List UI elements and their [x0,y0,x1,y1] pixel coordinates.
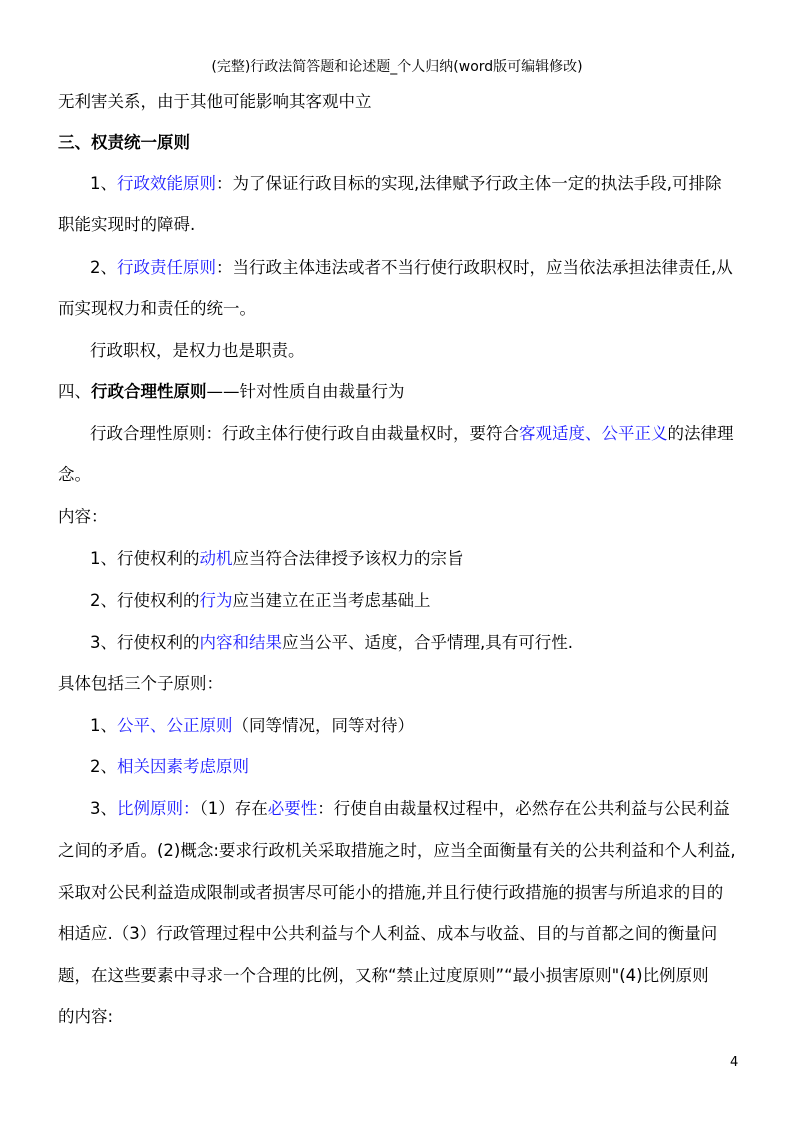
text-line: 而实现权力和责任的统一。 [58,299,256,318]
sub-principle-1 [90,712,414,736]
term-content-result: 内容和结果 [199,633,282,652]
item-number: 1、 [90,174,117,193]
term-behavior: 行为 [199,591,233,610]
item-text: 行使权利的 [117,633,200,652]
text-line: 行政职权，是权力也是职责。 [90,341,305,360]
sub-principle-3 [90,795,738,819]
paragraph-text: ：为了保证行政目标的实现,法律赋予行政主体一定的执法手段,可排除 [216,174,722,193]
section-heading-4 [58,378,405,402]
paragraph-text: ：当行政主体违法或者不当行使行政职权时，应当依法承担法律责任,从 [216,258,733,277]
item-number: 3、 [90,633,117,652]
content-item-1 [90,545,464,569]
item-text: ：行使自由裁量权过程中，必然存在公共利益与公民利益 [317,799,730,818]
item-text: 应当建立在正当考虑基础上 [232,591,431,610]
definition-paragraph [90,420,734,444]
text-line: 相适应.（3）行政管理过程中公共利益与个人利益、成本与收益、目的与首都之间的衡量问 [58,924,718,943]
item-number: 3、 [90,799,117,818]
item-text: （同等情况，同等对待） [232,716,414,735]
section-title: 行政合理性原则 [91,382,207,401]
term-fairness-principle: 公平、公正原则 [117,716,233,735]
term-proportionality-principle: 比例原则： [117,799,200,818]
text-line: 之间的矛盾。(2)概念:要求行政机关采取措施之时，应当全面衡量有关的公共利益和个人利益, [58,841,736,860]
term-efficiency-principle: 行政效能原则 [117,174,216,193]
item-text: 行使权利的 [117,591,200,610]
text-line: 具体包括三个子原则： [58,674,223,693]
term-necessity: 必要性 [267,799,318,818]
paragraph-efficiency-principle [90,170,738,194]
item-number: 2、 [90,757,117,776]
item-text: 应当符合法律授予该权力的宗旨 [232,549,464,568]
content-item-3 [90,629,573,653]
term-motive: 动机 [199,549,233,568]
text-line: 念。 [58,465,91,484]
item-text: （1）存在 [199,799,268,818]
item-number: 2、 [90,258,117,277]
text-line: 题，在这些要素中寻求一个合理的比例，又称“禁止过度原则”“最小损害原则"(4)比例原则 [58,966,709,985]
item-text: 应当公平、适度，合乎情理,具有可行性. [282,633,573,652]
paragraph-responsibility-principle [90,254,733,278]
item-number: 1、 [90,716,117,735]
section-number: 四、 [58,382,91,401]
sub-principle-2 [90,753,249,777]
content-label: 内容： [58,507,108,526]
text-line: 无利害关系，由于其他可能影响其客观中立 [58,92,372,111]
item-number: 2、 [90,591,117,610]
section-subtitle: ——针对性质自由裁量行为 [206,382,405,401]
paragraph-text: 行政合理性原则：行政主体行使行政自由裁量权时，要符合 [90,424,519,443]
text-line: 的内容: [58,1007,114,1026]
page-header: (完整)行政法简答题和论述题_个人归纳(word版可编辑修改) [211,59,583,75]
term-objective-fairness: 客观适度、公平正义 [519,424,668,443]
paragraph-text: 的法律理 [667,424,734,443]
section-heading-3: 三、权责统一原则 [58,133,190,152]
content-item-2 [90,587,431,611]
term-responsibility-principle: 行政责任原则 [117,258,216,277]
item-number: 1、 [90,549,117,568]
text-line: 采取对公民利益造成限制或者损害尽可能小的措施,并且行使行政措施的损害与所追求的目的 [58,883,724,902]
term-relevant-factors-principle: 相关因素考虑原则 [117,757,249,776]
page-number: 4 [730,1055,739,1070]
text-line: 职能实现时的障碍. [58,215,196,234]
item-text: 行使权利的 [117,549,200,568]
